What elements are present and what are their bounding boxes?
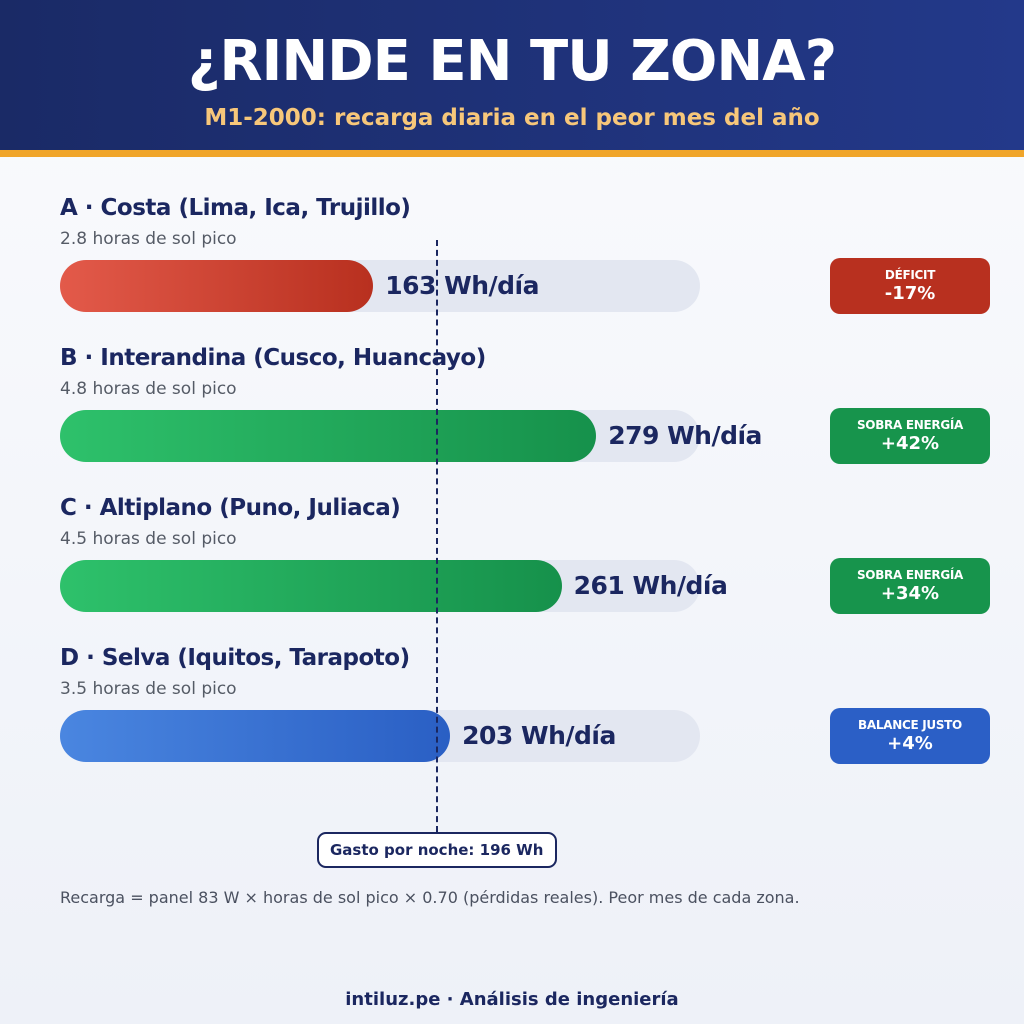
- zone-row: [60, 643, 1000, 793]
- bar-fill: [60, 560, 562, 612]
- zone-row: [60, 493, 1000, 643]
- zone-sun-hours: 4.5 horas de sol pico: [60, 529, 237, 549]
- status-badge: [830, 558, 990, 614]
- bar-value-label: 279 Wh/día: [608, 421, 762, 450]
- status-badge-label: DÉFICIT: [884, 267, 936, 282]
- status-badge-percent: +42%: [880, 432, 940, 454]
- zone-sun-hours: 3.5 horas de sol pico: [60, 679, 237, 699]
- bar-track: [60, 410, 700, 462]
- zone-name: A · Costa (Lima, Ica, Trujillo): [60, 195, 411, 221]
- zone-name: C · Altiplano (Puno, Juliaca): [60, 495, 401, 521]
- bar-value-label: 203 Wh/día: [462, 721, 616, 750]
- bar-track: [60, 260, 700, 312]
- status-badge-percent: +34%: [880, 582, 940, 604]
- bar-value-label: 163 Wh/día: [385, 271, 539, 300]
- status-badge-percent: +4%: [887, 732, 933, 754]
- footer-credit: intiluz.pe · Análisis de ingeniería: [345, 989, 679, 1010]
- status-badge: [830, 258, 990, 314]
- status-badge: [830, 708, 990, 764]
- bar-fill: [60, 410, 596, 462]
- status-badge-percent: -17%: [884, 282, 936, 304]
- zone-row: [60, 343, 1000, 493]
- zone-sun-hours: 4.8 horas de sol pico: [60, 379, 237, 399]
- reference-line: [436, 240, 438, 832]
- zone-name: D · Selva (Iquitos, Tarapoto): [60, 645, 410, 671]
- status-badge-label: BALANCE JUSTO: [858, 717, 962, 732]
- bar-value-label: 261 Wh/día: [573, 571, 728, 600]
- status-badge-label: SOBRA ENERGÍA: [856, 417, 964, 432]
- page-subtitle: M1-2000: recarga diaria en el peor mes del año: [204, 105, 820, 131]
- zone-sun-hours: 2.8 horas de sol pico: [60, 229, 237, 249]
- reference-line-label: Gasto por noche: 196 Wh: [317, 832, 557, 868]
- page-title: ¿RINDE EN TU ZONA?: [187, 29, 837, 94]
- header-accent-stripe: [0, 150, 1024, 157]
- bar-fill: [60, 710, 450, 762]
- zone-name: B · Interandina (Cusco, Huancayo): [60, 345, 486, 371]
- bar-fill: [60, 260, 373, 312]
- header: [0, 0, 1024, 150]
- status-badge-label: SOBRA ENERGÍA: [856, 567, 964, 582]
- zone-row: [60, 193, 1000, 343]
- formula-note: Recarga = panel 83 W × horas de sol pico × 0.70 (pérdidas reales). Peor mes de cada zona.: [60, 888, 800, 907]
- status-badge: [830, 408, 990, 464]
